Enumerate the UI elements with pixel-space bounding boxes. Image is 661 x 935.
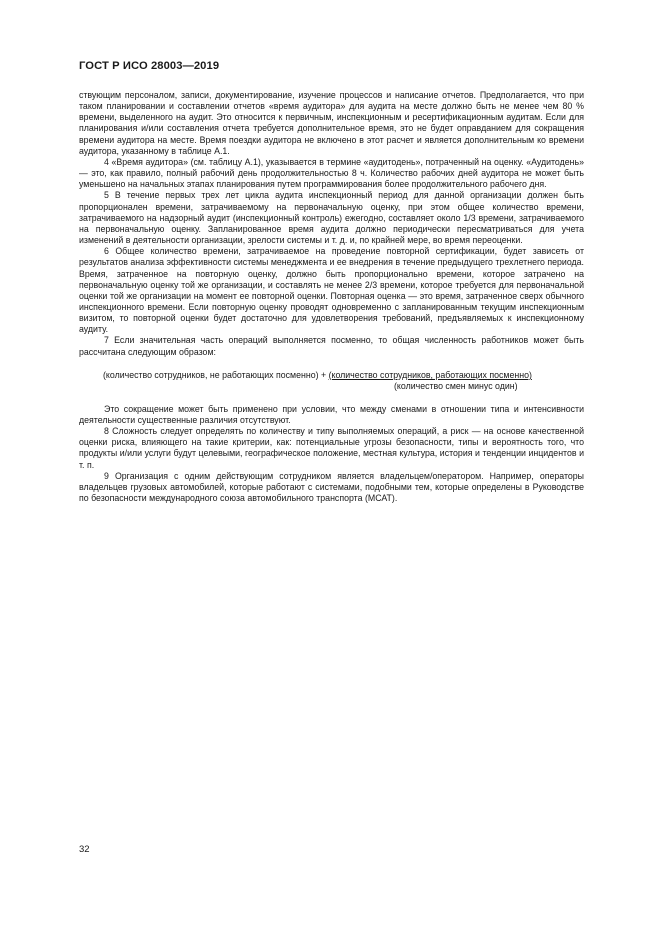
formula-lhs: (количество сотрудников, не работающих посменно) + [103, 369, 329, 380]
document-body [79, 90, 584, 504]
paragraph-note-8: 8 Сложность следует определять по количеству и типу выполняемых операций, а риск — на основе качественной оценки риска, влияющего на такие критерии, как: потенциальные угрозы безопасности, типы и вероятность того, что продукты и/или услуги будут целевыми, географическое положение, местная культура, история и тенденции инцидентов и т. п. [79, 426, 584, 470]
formula-top-line [103, 370, 532, 381]
paragraph-note-6: 6 Общее количество времени, затрачиваемое на проведение повторной сертификации, будет зависеть от результатов анализа эффективности системы менеджмента и ее внедрения в течение предыдущего трехлетнего периода. Время, затраченное на повторную оценку, должно быть пропорционально времени, которое затрачено на первоначальную оценку той же организации, и составлять не менее 2/3 времени, которое требуется для первоначальной оценки той же организации на момент ее повторной оценки. Повторная оценка — это время, затраченное сверх обычного инспекционного времени. Если повторную оценку проводят одновременно с запланированным текущим инспекционным визитом, то повторной оценки будет достаточно для удовлетворения требований, предъявляемых к инспекционному аудиту. [79, 246, 584, 335]
formula-numerator: (количество сотрудников, работающих посменно) [328, 369, 532, 380]
shift-workers-formula [79, 370, 584, 394]
paragraph-note-4: 4 «Время аудитора» (см. таблицу А.1), указывается в термине «аудитодень», потраченный на оценку. «Аудитодень» — это, как правило, полный рабочий день продолжительностью 8 ч. Количество рабочих дней аудитора не может быть уменьшено на начальных этапах планирования путем программирования более продолжительного рабочего дня. [79, 156, 584, 190]
page-number: 32 [79, 844, 90, 855]
formula-denominator: (количество смен минус один) [394, 380, 518, 391]
document-header: ГОСТ Р ИСО 28003—2019 [79, 60, 220, 72]
paragraph-note-7: 7 Если значительная часть операций выполняется посменно, то общая численность работников может быть рассчитана следующим образом: [79, 335, 584, 357]
paragraph-note-9: 9 Организация с одним действующим сотрудником является владельцем/оператором. Например, операторы владельцев грузовых автомобилей, которые работают с системами, подобными тем, которые определены в Руководстве по безопасности международного союза автомобильного транспорта (МСАТ). [79, 470, 584, 503]
paragraph-continuation: ствующим персоналом, записи, документирование, изучение процессов и написание отчетов. Предполагается, что при таком планировании и составлении отчетов «время аудитора» для аудита на месте должно быть не менее чем 80 % времени, выделенного на аудит. Это относится к первичным, инспекционным и ресертификационным аудитам. Если для планирования и/или составления отчета требуется дополнительное время, это не будет оправданием для сокращения времени аудитора на месте. Время поездки аудитора не включено в этот расчет и является дополнительным ко времени аудитора, указанному в таблице А.1. [79, 90, 584, 156]
paragraph-note-5: 5 В течение первых трех лет цикла аудита инспекционный период для данной организации должен быть пропорционален времени, затрачиваемому на первоначальную оценку, при этом общее количество времени, затрачиваемого на надзорный аудит (инспекционный контроль) ежегодно, составляет около 1/3 времени, затрачиваемого на первоначальную оценку. Запланированное время аудита должно периодически пересматриваться для учета изменений в деятельности организации, зрелости системы и т. д. и, по крайней мере, во время переоценки. [79, 190, 584, 246]
paragraph-note-7-continuation: Это сокращение может быть применено при условии, что между сменами в отношении типа и интенсивности деятельности существенные различия отсутствуют. [79, 403, 584, 425]
